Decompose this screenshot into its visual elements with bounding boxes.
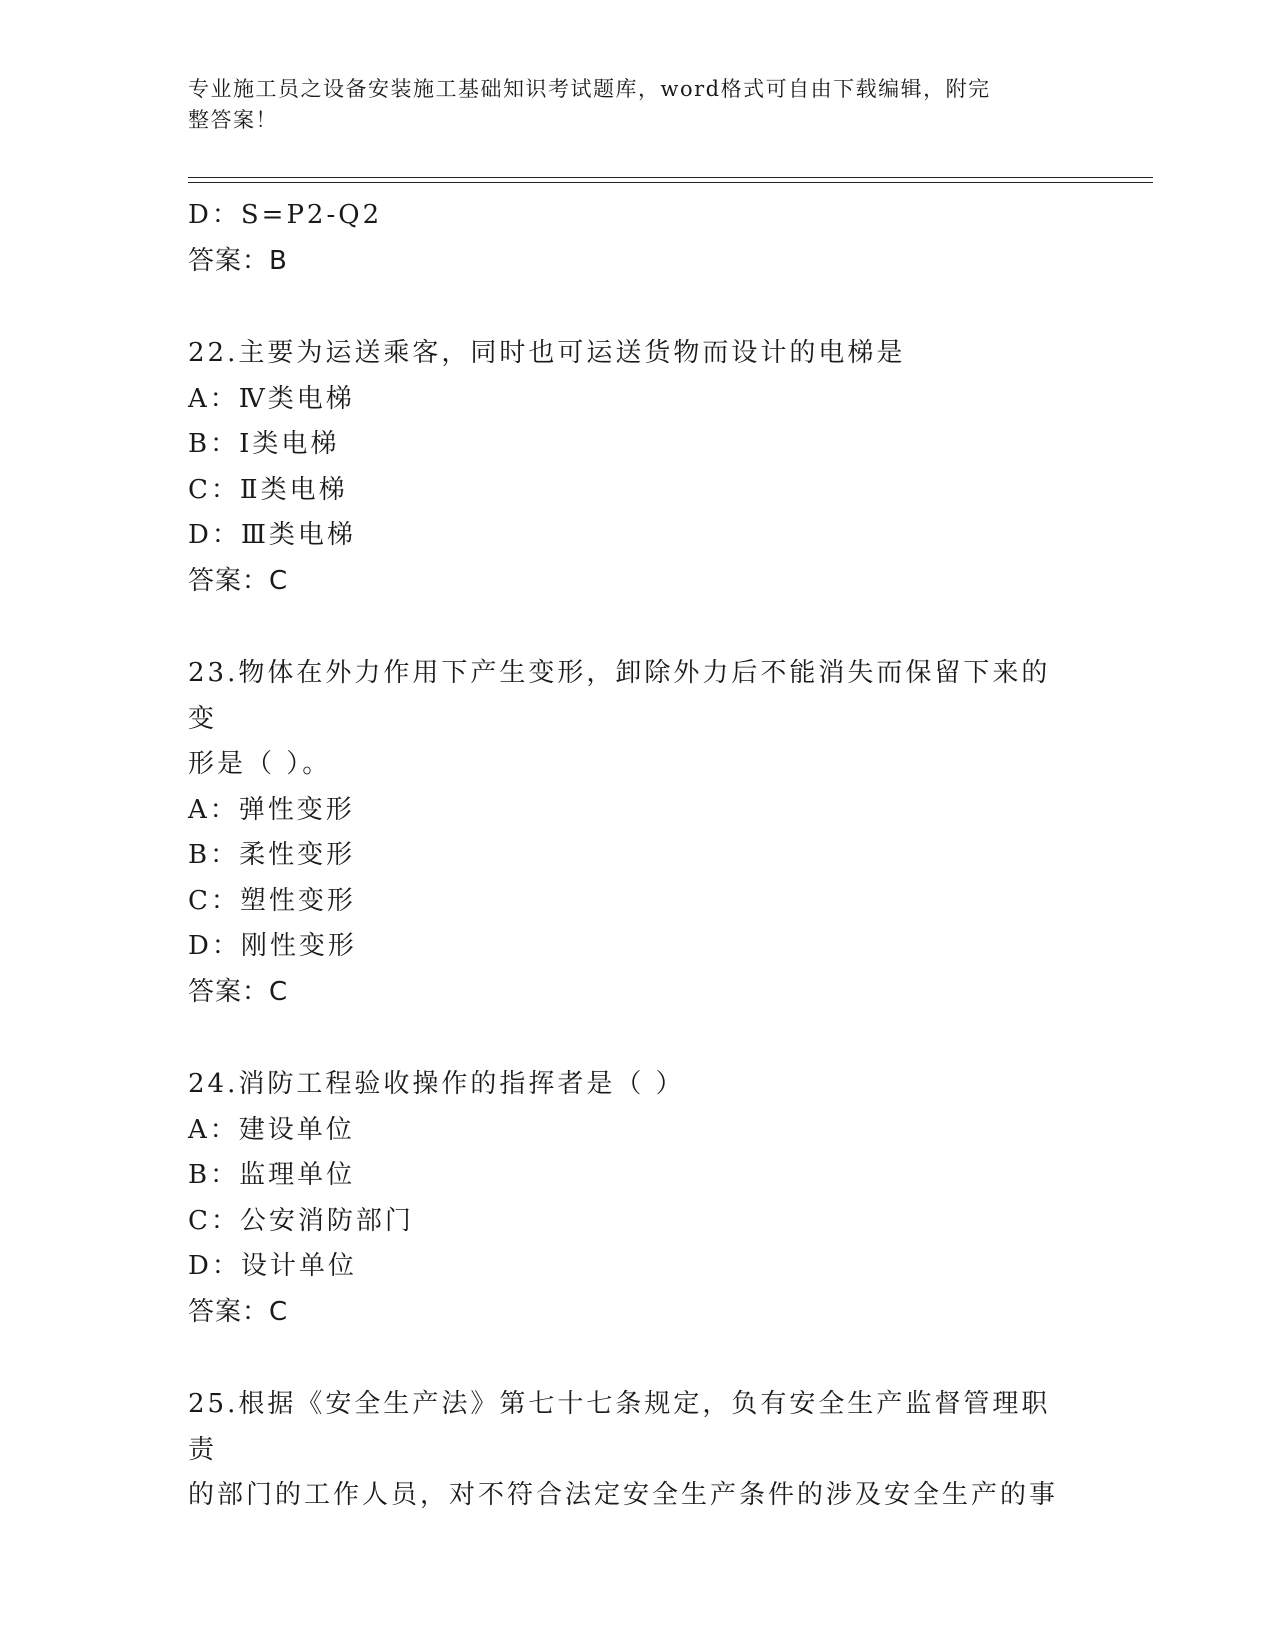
header-divider-bottom [188,182,1153,183]
header-line-2: 整答案！ [188,108,278,132]
option-b: B：柔性变形 [188,840,356,870]
question-gap [188,1335,1088,1382]
header-divider-top [188,177,1153,178]
option-b: B：Ⅰ类电梯 [188,429,340,459]
option-a: A：建设单位 [188,1114,355,1145]
option-c: C：Ⅱ类电梯 [188,474,348,505]
answer-line: 答案：C [188,1296,289,1327]
question-stem-line-1: 23.物体在外力作用下产生变形，卸除外力后不能消失而保留下来的变 [188,658,1051,734]
question-stem-line-1: 25.根据《安全生产法》第七十七条规定，负有安全生产监督管理职责 [188,1389,1051,1465]
option-b: B：监理单位 [188,1160,356,1190]
question-gap [188,1015,1088,1062]
question-stem-line-2: 的部门的工作人员，对不符合法定安全生产条件的涉及安全生产的事 [188,1480,1059,1510]
option-d: D：S=P2-Q2 [188,200,383,230]
question-25 [188,1382,1088,1519]
header-line-1: 专业施工员之设备安装施工基础知识考试题库，word格式可自由下载编辑，附完 [188,77,991,101]
option-a: A：Ⅳ类电梯 [188,383,355,414]
option-d: D：Ⅲ类电梯 [188,520,356,550]
question-22 [188,331,1088,604]
question-stem: 22.主要为运送乘客，同时也可运送货物而设计的电梯是 [188,338,906,368]
question-23 [188,651,1088,1015]
question-gap [188,604,1088,651]
option-a: A：弹性变形 [188,794,355,825]
question-24 [188,1062,1088,1335]
answer-line: 答案：B [188,245,288,276]
answer-line: 答案：C [188,976,289,1007]
question-stem-line-2: 形是（ ）。 [188,749,332,779]
question-stem: 24.消防工程验收操作的指挥者是（ ） [188,1069,685,1099]
document-header [188,74,1068,136]
option-c: C：公安消防部门 [188,1205,414,1236]
question-list [188,193,1088,1519]
option-d: D：刚性变形 [188,931,357,961]
option-c: C：塑性变形 [188,885,356,916]
option-d: D：设计单位 [188,1251,357,1281]
question-gap [188,284,1088,331]
answer-line: 答案：C [188,565,289,596]
